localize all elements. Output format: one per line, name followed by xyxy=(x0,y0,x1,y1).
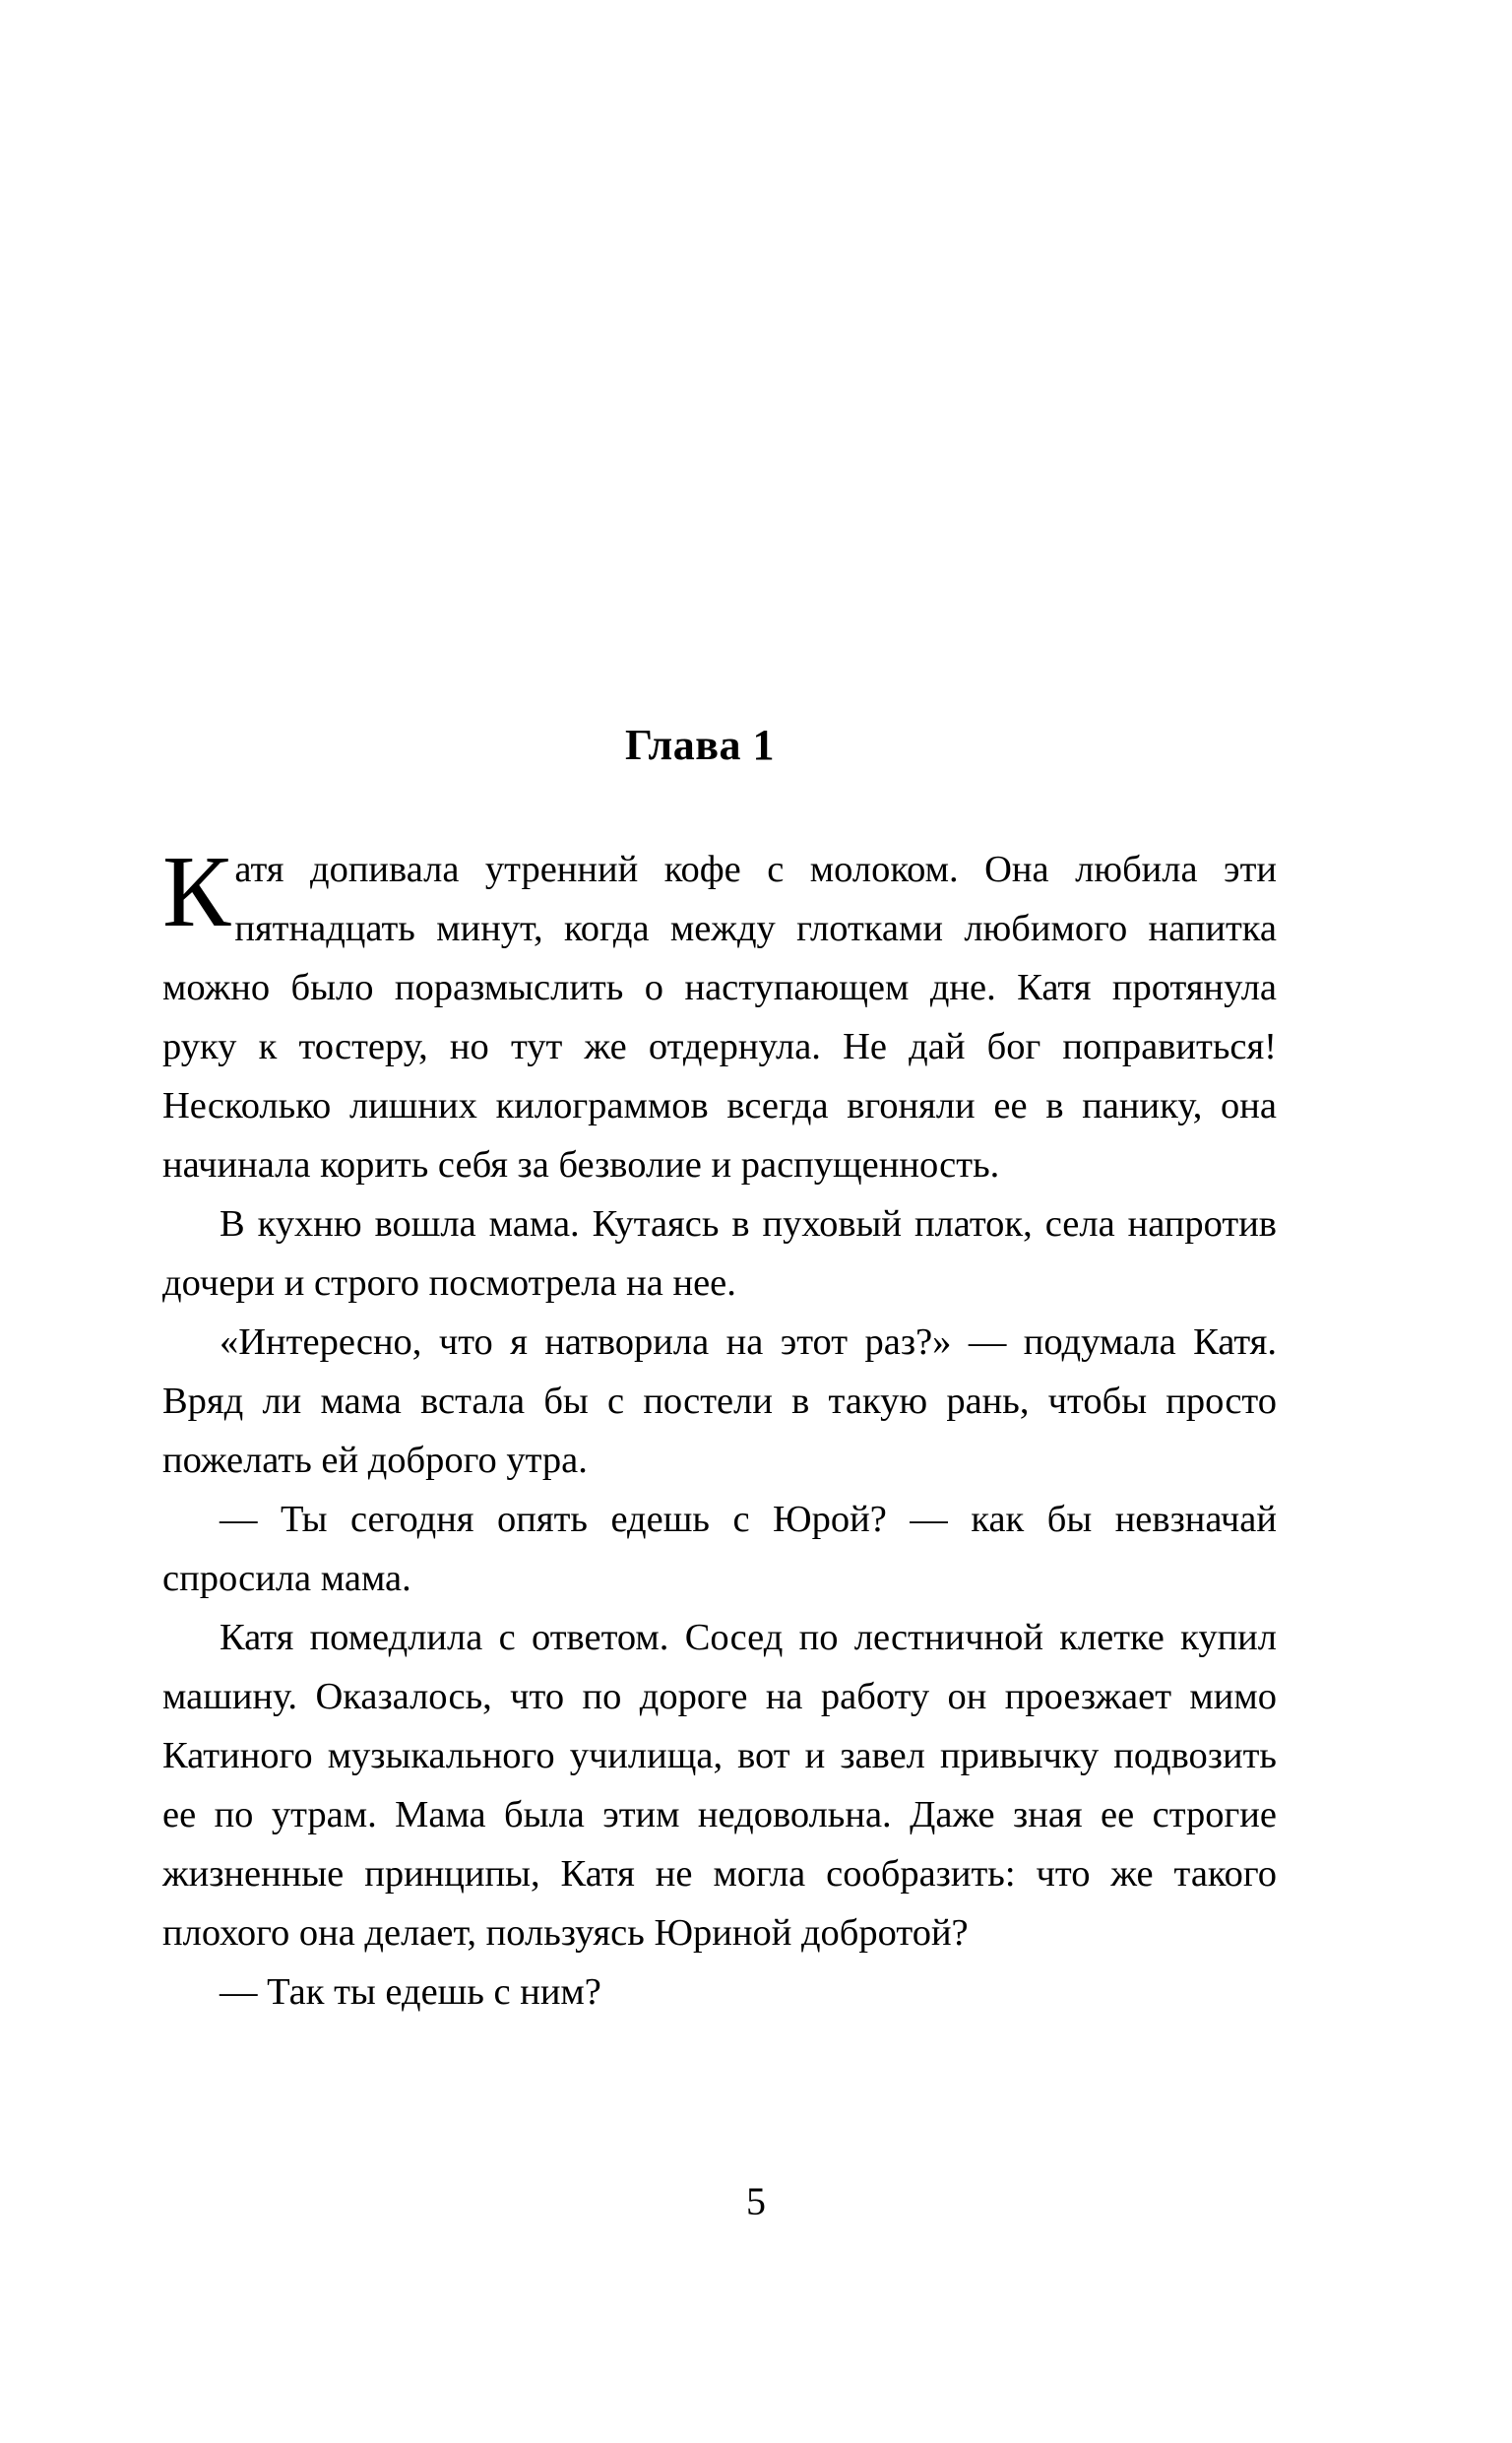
page-text-block xyxy=(162,721,1277,2022)
paragraph xyxy=(162,1962,1277,2022)
page-number: 5 xyxy=(746,2179,766,2223)
paragraph-text: атя допивала утренний кофе с молоком. Она любила эти пятнадцать минут, когда между глотками любимого напитка можно было поразмыслить о наступающем дне. Катя протянула руку к тостеру, но тут же отдернула. Не дай бог поправиться! Несколько лишних килограммов всегда вгоняли ее в панику, она начинала корить себя за безволие и распущенность. xyxy=(162,849,1277,1186)
paragraph xyxy=(162,1608,1277,1962)
paragraph xyxy=(162,1490,1277,1608)
paragraph xyxy=(162,835,1277,1194)
paragraph-text: «Интересно, что я натворила на этот раз?» — подумала Катя. Вряд ли мама встала бы с постели в такую рань, чтобы просто пожелать ей доброго утра. xyxy=(162,1321,1277,1481)
paragraph-text: — Ты сегодня опять едешь с Юрой? — как бы невзначай спросила мама. xyxy=(162,1499,1277,1599)
paragraph xyxy=(162,1194,1277,1313)
chapter-heading: Глава 1 xyxy=(625,721,775,769)
drop-cap: К xyxy=(162,835,231,948)
paragraph-text: Катя помедлила с ответом. Сосед по лестничной клетке купил машину. Оказалось, что по дороге на работу он проезжает мимо Катиного музыкального училища, вот и завел привычку подвозить ее по утрам. Мама была этим недовольна. Даже зная ее строгие жизненные принципы, Катя не могла сообразить: что же такого плохого она делает, пользуясь Юриной добротой? xyxy=(162,1617,1277,1954)
paragraph xyxy=(162,1313,1277,1490)
paragraph-text: В кухню вошла мама. Кутаясь в пуховый платок, села напротив дочери и строго посмотрела на нее. xyxy=(162,1203,1277,1304)
paragraph-text: — Так ты едешь с ним? xyxy=(220,1971,601,2013)
body-copy xyxy=(162,835,1277,2022)
